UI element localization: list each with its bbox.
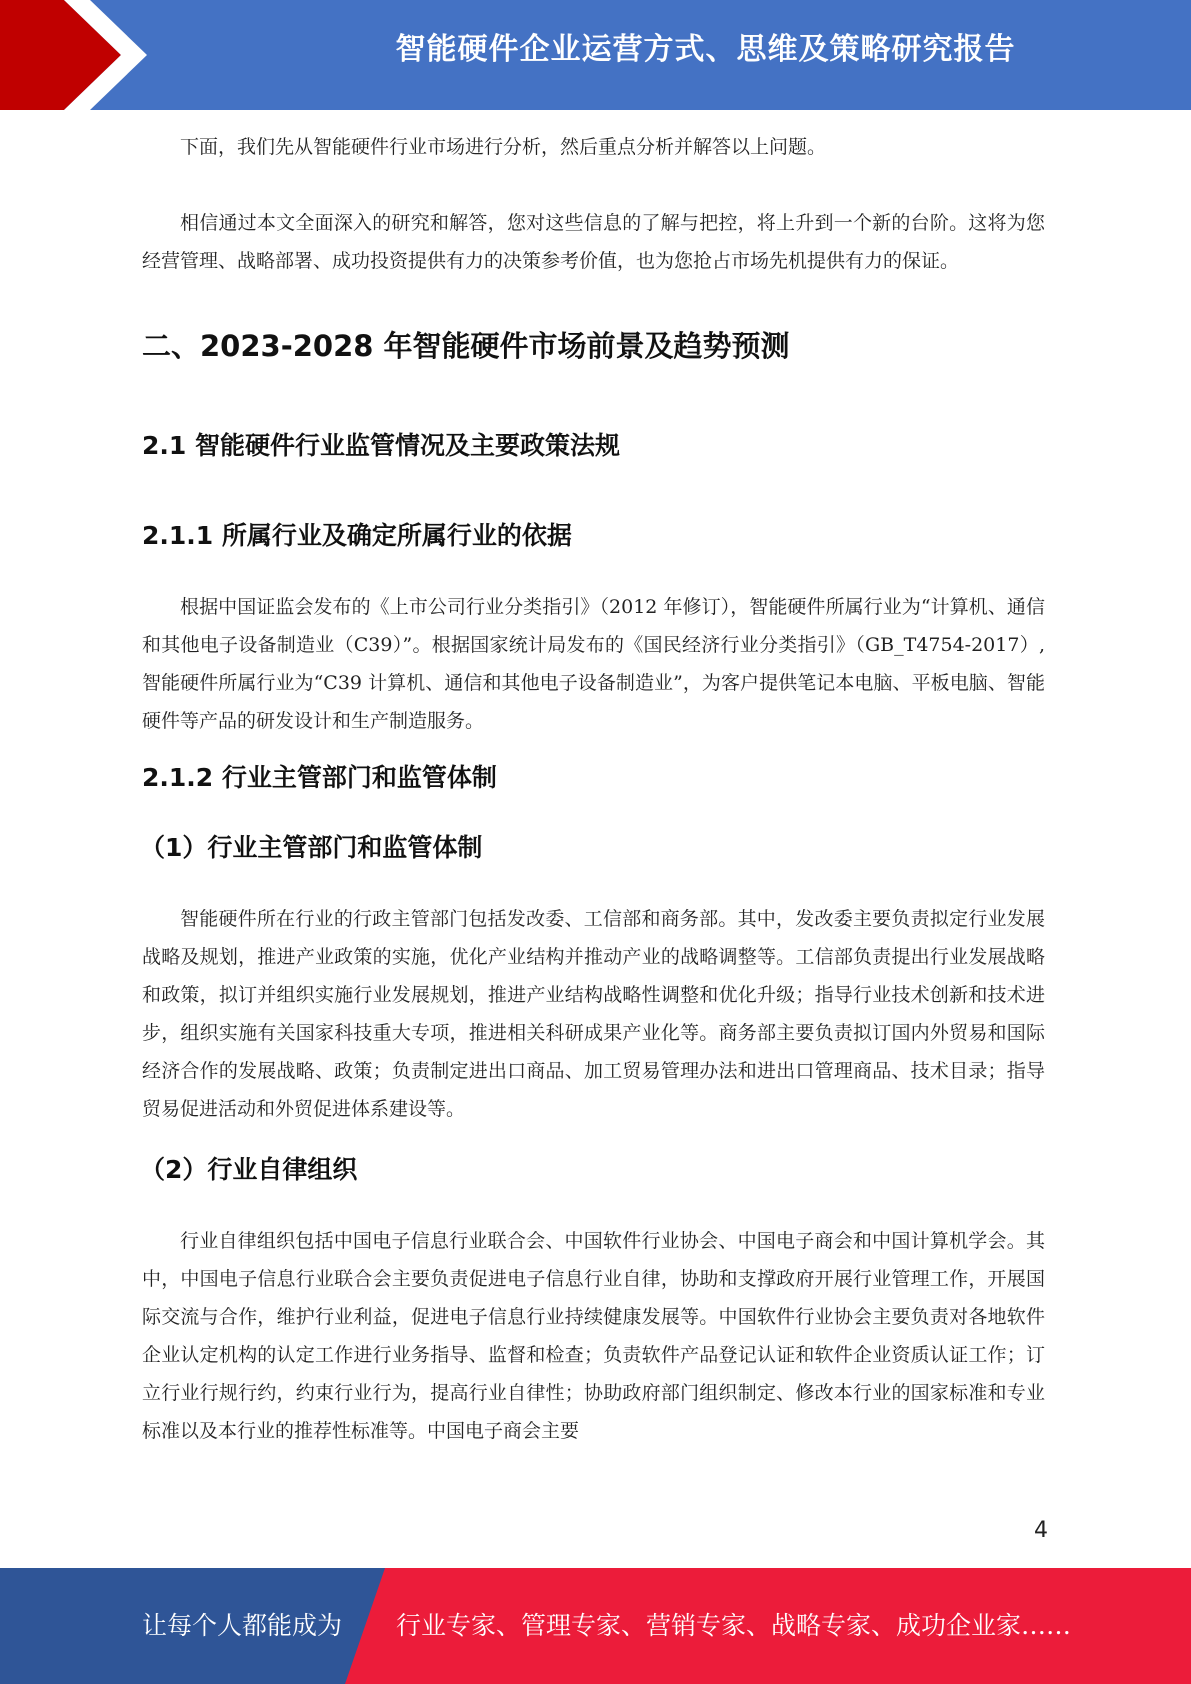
intro-paragraph-1: 下面，我们先从智能硬件行业市场进行分析，然后重点分析并解答以上问题。: [180, 136, 827, 158]
section-2-1-1-heading: 2.1.1 所属行业及确定所属行业的依据: [142, 521, 572, 550]
section-2-1-heading: 2.1 智能硬件行业监管情况及主要政策法规: [142, 431, 620, 460]
section-2-1-2-heading: 2.1.2 行业主管部门和监管体制: [142, 763, 497, 792]
footer-slogan-left: 让每个人都能成为: [142, 1611, 343, 1640]
page-number: 4: [1034, 1518, 1048, 1543]
header-arrow-decoration: [0, 0, 160, 110]
subsection-2-heading: （2）行业自律组织: [140, 1155, 358, 1184]
header-banner: [0, 0, 1191, 110]
report-title: 智能硬件企业运营方式、思维及策略研究报告: [395, 32, 1016, 67]
subsection-2-paragraph: 行业自律组织包括中国电子信息行业联合会、中国软件行业协会、中国电子商会和中国计算机学会。其中，中国电子信息行业联合会主要负责促进电子信息行业自律，协助和支撑政府开展行业管理工作，开展国际交流与合作，维护行业利益，促进电子信息行业持续健康发展等。中国软件行业协会主要负责对各地软件企业认定机构的认定工作进行业务指导、监督和检查；负责软件产品登记认证和软件企业资质认证工作；订立行业行规行约，约束行业行为，提高行业自律性；协助政府部门组织制定、修改本行业的国家标准和专业标准以及本行业的推荐性标准等。中国电子商会主要: [142, 1230, 1045, 1442]
section-2-heading: 二、2023-2028 年智能硬件市场前景及趋势预测: [142, 329, 790, 363]
subsection-1-paragraph: 智能硬件所在行业的行政主管部门包括发改委、工信部和商务部。其中，发改委主要负责拟定行业发展战略及规划，推进产业政策的实施，优化产业结构并推动产业的战略调整等。工信部负责提出行业发展战略和政策，拟订并组织实施行业发展规划，推进产业结构战略性调整和优化升级；指导行业技术创新和技术进步，组织实施有关国家科技重大专项，推进相关科研成果产业化等。商务部主要负责拟订国内外贸易和国际经济合作的发展战略、政策；负责制定进出口商品、加工贸易管理办法和进出口管理商品、技术目录；指导贸易促进活动和外贸促进体系建设等。: [142, 908, 1045, 1120]
page-content: [142, 128, 1045, 1450]
footer-slogan-right: 行业专家、管理专家、营销专家、战略专家、成功企业家……: [396, 1611, 1072, 1640]
intro-paragraph-2: 相信通过本文全面深入的研究和解答，您对这些信息的了解与把控，将上升到一个新的台阶。这将为您经营管理、战略部署、成功投资提供有力的决策参考价值，也为您抢占市场先机提供有力的保证。: [142, 212, 1045, 272]
footer-banner: [0, 1568, 1191, 1684]
section-2-1-1-paragraph: 根据中国证监会发布的《上市公司行业分类指引》（2012 年修订），智能硬件所属行业为“计算机、通信和其他电子设备制造业（C39）”。根据国家统计局发布的《国民经济行业分类指引》（GB_T4754-2017）,智能硬件所属行业为“C39 计算机、通信和其他电子设备制造业”，为客户提供笔记本电脑、平板电脑、智能硬件等产品的研发设计和生产制造服务。: [142, 596, 1045, 732]
subsection-1-heading: （1）行业主管部门和监管体制: [140, 833, 483, 862]
